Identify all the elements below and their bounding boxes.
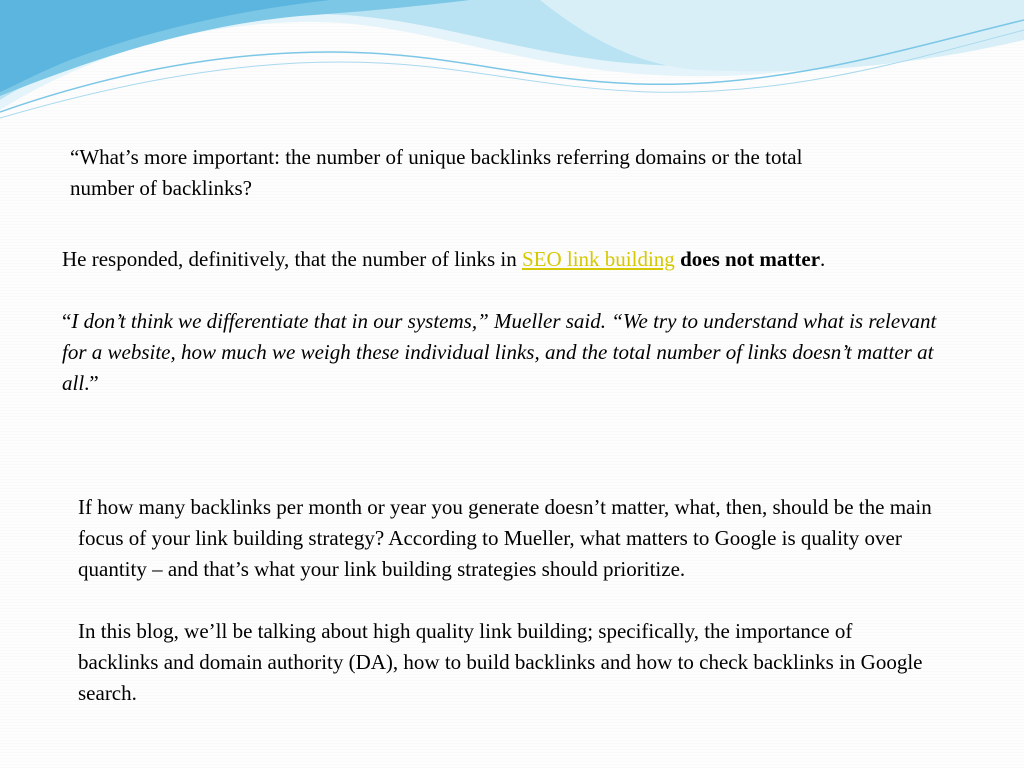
mueller-quote [62,306,942,399]
header-wave-decoration [0,0,1024,130]
body-paragraph-2: In this blog, we’ll be talking about high quality link building; specifically, the importance of backlinks and domain authority (DA), how to build backlinks and how to check backlinks in Google search. [78,619,923,705]
question-quote: “What’s more important: the number of unique backlinks referring domains or the total number of backlinks? [70,145,803,200]
answer-end-punct: . [820,247,826,271]
mueller-quote-text: I don’t think we differentiate that in our systems,” Mueller said. “We try to understand what is relevant for a website, how much we weigh these individual links, and the total number of links doesn’t matter at all [62,309,937,395]
mueller-quote-close-mark: .” [84,371,99,395]
answer-lead-text: He responded, definitively, that the number of links in [62,247,522,271]
seo-link-building-link[interactable]: SEO link building [521,247,675,271]
body-section [78,492,938,709]
answer-paragraph [62,244,942,275]
answer-section [62,244,942,399]
body-paragraph-1: If how many backlinks per month or year you generate doesn’t matter, what, then, should be the main focus of your link building strategy? According to Mueller, what matters to Google is quality over quantity – and that’s what your link building strategies should prioritize. [78,495,932,581]
answer-bold-text: does not matter [680,247,821,271]
mueller-quote-open-mark: “ [62,309,72,333]
